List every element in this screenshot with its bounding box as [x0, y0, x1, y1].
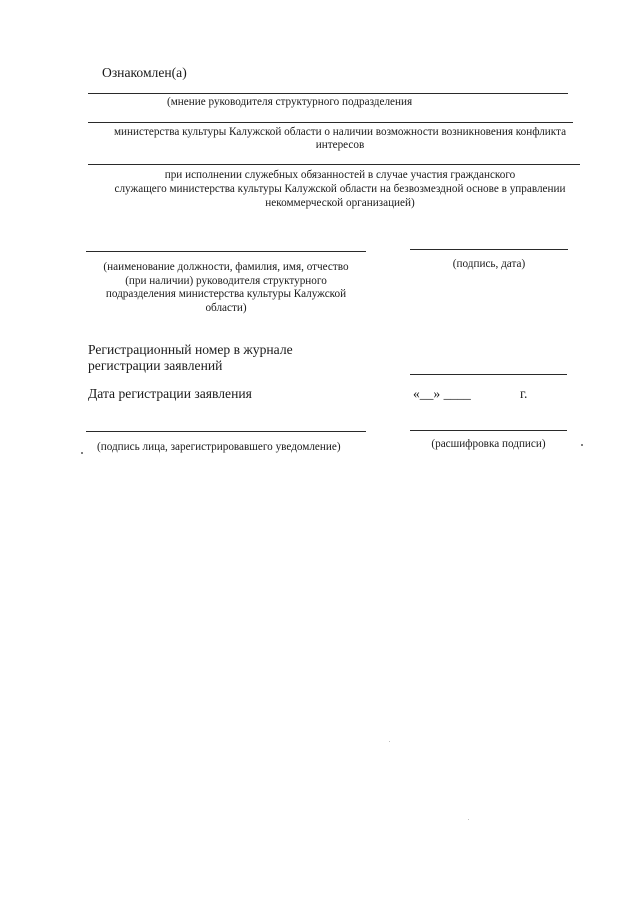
scan-speck [468, 819, 469, 820]
registration-number-line [410, 374, 567, 375]
signature-decoding-caption: (расшифровка подписи) [431, 438, 546, 450]
position-caption-line2: (при наличии) руководителя структурного [125, 275, 327, 287]
signature-decoding-line [410, 430, 567, 431]
opinion-caption-line5: служащего министерства культуры Калужской области на безвозмездной основе в управлении [114, 183, 566, 195]
registration-date-label: Дата регистрации заявления [88, 386, 252, 401]
position-caption-line1: (наименование должности, фамилия, имя, отчество [103, 261, 349, 273]
opinion-caption-line2: министерства культуры Калужской области о наличии возможности возникновения конфликта [113, 126, 567, 138]
opinion-underline-1 [88, 93, 568, 94]
scan-speck [389, 741, 390, 742]
registration-year-suffix: г. [520, 386, 528, 401]
opinion-caption-line3: интересов [315, 139, 365, 151]
opinion-caption-line6: некоммерческой организацией) [265, 197, 415, 209]
registrar-signature-line [86, 431, 366, 432]
opinion-caption-line4: при исполнении служебных обязанностей в случае участия гражданского [164, 169, 516, 181]
scan-speck [581, 444, 583, 446]
acquainted-label: Ознакомлен(а) [102, 65, 187, 80]
opinion-underline-2 [88, 122, 573, 123]
registrar-signature-caption: (подпись лица, зарегистрировавшего уведомление) [97, 441, 341, 453]
opinion-underline-3 [88, 164, 580, 165]
position-name-line [86, 251, 366, 252]
registration-date-placeholder: «__» ____ [413, 386, 471, 401]
signature-date-caption: (подпись, дата) [452, 258, 526, 270]
registration-number-label-line1: Регистрационный номер в журнале [88, 342, 293, 357]
position-caption-line4: области) [205, 302, 247, 314]
signature-date-line [410, 249, 568, 250]
scan-speck [81, 452, 83, 454]
opinion-caption-line1: (мнение руководителя структурного подразделения [167, 96, 413, 108]
registration-number-label-line2: регистрации заявлений [88, 358, 223, 373]
position-caption-line3: подразделения министерства культуры Калужской [105, 288, 347, 300]
